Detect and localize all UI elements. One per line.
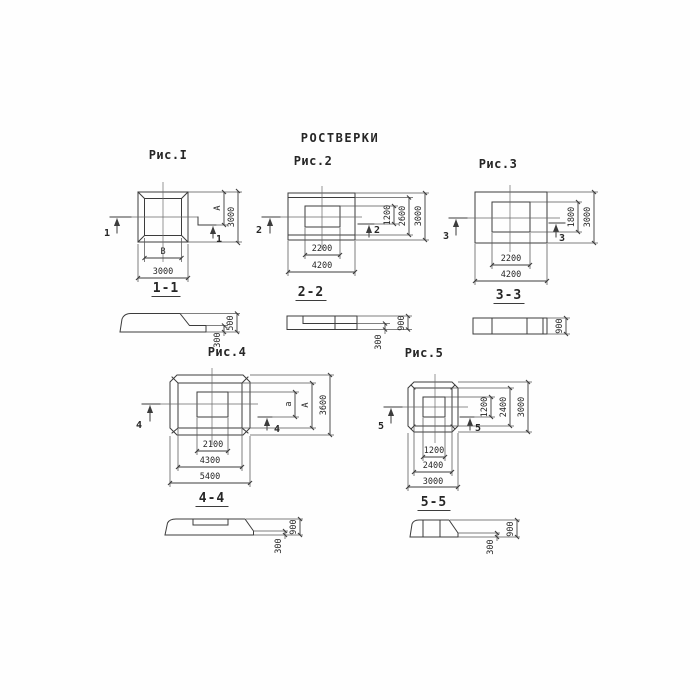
figure-5 — [378, 346, 532, 555]
fig5-dim-right-outer: 3000 — [517, 396, 527, 418]
fig5-section-label: 5-5 — [420, 495, 448, 510]
fig5-dim-bottom-outer: 3000 — [422, 477, 444, 487]
fig4-plan-lines — [142, 368, 334, 487]
fig4-section-step-dim: 300 — [274, 538, 284, 554]
fig5-section-lines — [410, 520, 520, 541]
fig4-dim-right-inner: а — [284, 401, 294, 407]
fig4-dim-bottom-mid: 4300 — [199, 456, 221, 466]
fig1-dim-right-outer: 3000 — [227, 206, 237, 228]
fig5-cut-number-right: 5 — [474, 423, 482, 434]
fig4-dim-right-mid: А — [301, 402, 311, 408]
fig2-cut-number-right: 2 — [373, 225, 381, 236]
fig2-dim-right-mid: 2600 — [398, 205, 408, 227]
fig4-dim-right-outer: 3600 — [319, 394, 329, 416]
fig5-section-total-dim: 900 — [506, 521, 516, 537]
fig3-label: Рис.3 — [478, 157, 518, 171]
figure-2 — [256, 154, 429, 350]
fig4-cut-number-left: 4 — [135, 420, 143, 431]
fig4-section-label: 4-4 — [198, 491, 226, 506]
figure-3 — [443, 157, 598, 334]
fig5-section-step-dim: 300 — [486, 539, 496, 555]
fig1-plan-lines — [110, 182, 242, 282]
fig4-section-lines — [165, 519, 303, 539]
fig2-plan-lines — [262, 186, 429, 276]
fig4-label: Рис.4 — [207, 345, 247, 359]
fig2-dim-right-inner: 1200 — [383, 204, 393, 226]
fig2-section-total-dim: 900 — [397, 315, 407, 331]
fig4-section-total-dim: 900 — [289, 519, 299, 535]
fig1-section-total-dim: 500 — [226, 315, 236, 331]
fig1-section-step-dim: 300 — [213, 332, 223, 348]
fig1-section-label: 1-1 — [152, 281, 180, 296]
fig3-dim-bottom-outer: 4200 — [500, 270, 522, 280]
fig2-section-step-dim: 300 — [374, 334, 384, 350]
fig2-section-label: 2-2 — [297, 285, 325, 300]
fig1-dim-right-inner: А — [213, 205, 223, 211]
fig3-cut-number-right: 3 — [558, 233, 566, 244]
fig3-plan-lines — [449, 185, 598, 285]
fig1-label: Рис.I — [148, 148, 188, 162]
fig2-dim-right-outer: 3000 — [414, 205, 424, 227]
fig5-dim-bottom-inner: 1200 — [423, 446, 445, 456]
fig4-dim-bottom-inner: 2100 — [202, 440, 224, 450]
fig3-dim-right-inner: 1800 — [567, 206, 577, 228]
fig2-cut-number-left: 2 — [255, 225, 263, 236]
fig2-dim-bottom-inner: 2200 — [311, 244, 333, 254]
fig1-dim-bottom-inner: В — [160, 247, 166, 257]
fig4-dim-bottom-outer: 5400 — [199, 472, 221, 482]
fig5-label: Рис.5 — [404, 346, 444, 360]
fig5-cut-number-left: 5 — [377, 421, 385, 432]
fig3-section-total-dim: 900 — [555, 318, 565, 334]
fig1-cut-number-right: 1 — [215, 234, 223, 245]
fig1-dim-bottom-outer: 3000 — [152, 267, 174, 277]
fig5-dim-bottom-mid: 2400 — [422, 461, 444, 471]
sheet-title: РОСТВЕРКИ — [300, 131, 380, 145]
fig2-label: Рис.2 — [293, 154, 333, 168]
fig4-cut-number-right: 4 — [273, 424, 281, 435]
fig3-dim-bottom-inner: 2200 — [500, 254, 522, 264]
fig3-dim-right-outer: 3000 — [583, 206, 593, 228]
fig2-section-lines — [287, 316, 412, 334]
fig3-cut-number-left: 3 — [442, 231, 450, 242]
fig1-cut-number-left: 1 — [103, 228, 111, 239]
fig3-section-label: 3-3 — [495, 288, 523, 303]
fig5-dim-right-mid: 2400 — [499, 396, 509, 418]
fig2-dim-bottom-outer: 4200 — [311, 261, 333, 271]
fig5-dim-right-inner: 1200 — [480, 396, 490, 418]
figure-4 — [136, 345, 334, 554]
figure-1 — [104, 148, 242, 348]
fig5-plan-lines — [384, 374, 532, 491]
